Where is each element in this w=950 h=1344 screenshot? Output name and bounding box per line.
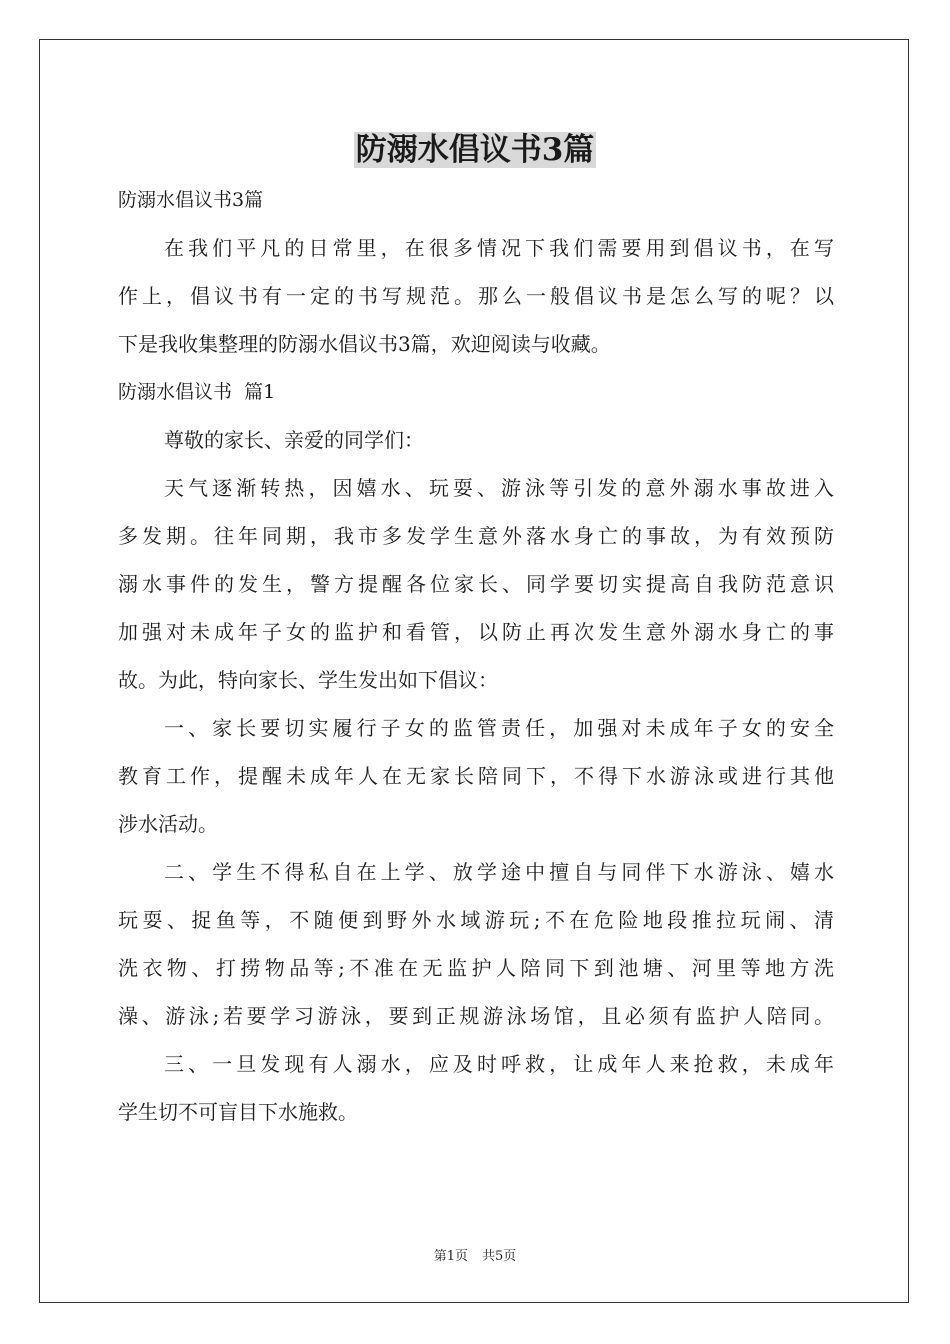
- paragraph-line: 洗衣物、打捞物品等;不准在无监护人陪同下到池塘、河里等地方洗: [118, 956, 834, 980]
- paragraph-line: 三、一旦发现有人溺水，应及时呼救，让成年人来抢救，未成年: [164, 1052, 834, 1076]
- paragraph-line: 学生切不可盲目下水施救。: [118, 1100, 358, 1124]
- intro-line: 作上，倡议书有一定的书写规范。那么一般倡议书是怎么写的呢？以: [118, 284, 834, 308]
- paragraph-line: 教育工作，提醒未成年人在无家长陪同下，不得下水游泳或进行其他: [118, 764, 834, 788]
- paragraph-line: 澡、游泳;若要学习游泳，要到正规游泳场馆，且必须有监护人陪同。: [118, 1004, 834, 1028]
- paragraph-line: 涉水活动。: [118, 812, 218, 836]
- paragraph-line: 天气逐渐转热，因嬉水、玩耍、游泳等引发的意外溺水事故进入: [164, 476, 834, 500]
- paragraph-line: 多发期。往年同期，我市多发学生意外落水身亡的事故，为有效预防: [118, 524, 834, 548]
- document-title: [0, 128, 950, 172]
- intro-line: 在我们平凡的日常里，在很多情况下我们需要用到倡议书，在写: [164, 236, 834, 260]
- paragraph-line: 故。为此，特向家长、学生发出如下倡议：: [118, 668, 498, 692]
- paragraph-line: 二、学生不得私自在上学、放学途中擅自与同伴下水游泳、嬉水: [164, 860, 834, 884]
- paragraph-line: 溺水事件的发生，警方提醒各位家长、同学要切实提高自我防范意识: [118, 572, 834, 596]
- paragraph-line: 一、家长要切实履行子女的监管责任，加强对未成年子女的安全: [164, 716, 834, 740]
- document-title-text: 防溺水倡议书3篇: [355, 132, 595, 168]
- paragraph-line: 玩耍、捉鱼等，不随便到野外水域游玩;不在危险地段推拉玩闹、清: [118, 908, 834, 932]
- document-subtitle: 防溺水倡议书3篇: [118, 189, 264, 211]
- intro-line: 下是我收集整理的防溺水倡议书3篇，欢迎阅读与收藏。: [118, 332, 611, 356]
- salutation: 尊敬的家长、亲爱的同学们：: [164, 428, 424, 452]
- section-heading: 防溺水倡议书 篇1: [118, 381, 276, 403]
- page-number-current: 第1页: [433, 1249, 468, 1264]
- page-footer: [0, 1245, 950, 1264]
- paragraph-line: 加强对未成年子女的监护和看管，以防止再次发生意外溺水身亡的事: [118, 620, 834, 644]
- page-number-total: 共5页: [482, 1249, 517, 1264]
- document-body: [118, 176, 834, 1136]
